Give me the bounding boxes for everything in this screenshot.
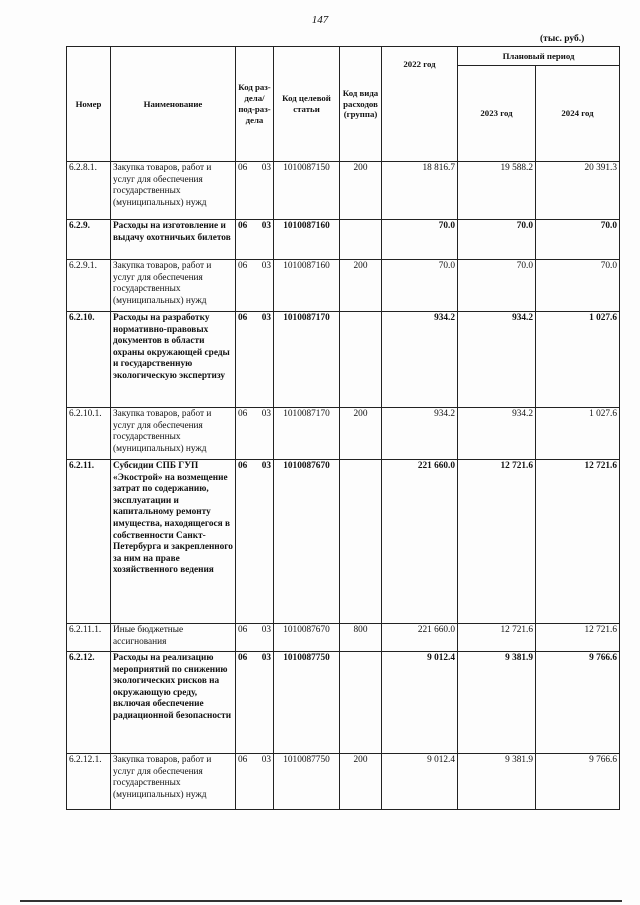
section-code: 06	[238, 409, 248, 419]
subsection-code: 03	[261, 625, 271, 635]
row-name: Субсидии СПБ ГУП «Экострой» на возмещение затрат по содержанию, эксплуатации и капитальному ремонту имущества, находящегося в собственности Санкт-Петербурга и закрепленного за ним на праве хозяйственного ведения	[111, 460, 236, 624]
row-number: 6.2.10.	[67, 312, 111, 408]
section-code: 06	[238, 653, 248, 663]
row-name: Закупка товаров, работ и услуг для обеспечения государственных (муниципальных) нужд	[111, 408, 236, 460]
table-row	[67, 312, 620, 408]
row-amount-2024: 20 391.3	[536, 162, 620, 220]
row-amount-2024: 1 027.6	[536, 408, 620, 460]
row-number: 6.2.12.1.	[67, 754, 111, 810]
row-number: 6.2.9.	[67, 220, 111, 260]
section-code: 06	[238, 313, 248, 323]
table-row	[67, 460, 620, 624]
row-amount-2024: 9 766.6	[536, 652, 620, 754]
budget-table	[66, 46, 620, 810]
row-target-code: 1010087750	[274, 652, 340, 754]
row-section-code	[236, 624, 274, 652]
row-name: Расходы на разработку нормативно-правовых документов в области охраны окружающей среды и государственную экологическую экспертизу	[111, 312, 236, 408]
row-target-code: 1010087170	[274, 408, 340, 460]
row-amount-2022: 934.2	[382, 408, 458, 460]
table-row	[67, 260, 620, 312]
row-expense-type: 800	[340, 624, 382, 652]
subsection-code: 03	[261, 261, 271, 271]
subsection-code: 03	[261, 461, 271, 471]
row-number: 6.2.11.1.	[67, 624, 111, 652]
row-section-code	[236, 260, 274, 312]
subsection-code: 03	[261, 313, 271, 323]
row-expense-type: 200	[340, 408, 382, 460]
row-expense-type: 200	[340, 260, 382, 312]
row-amount-2024: 12 721.6	[536, 624, 620, 652]
row-amount-2023: 9 381.9	[458, 754, 536, 810]
row-amount-2022: 221 660.0	[382, 624, 458, 652]
table-body	[67, 162, 620, 810]
row-expense-type	[340, 460, 382, 624]
row-target-code: 1010087750	[274, 754, 340, 810]
row-target-code: 1010087670	[274, 624, 340, 652]
row-amount-2024: 12 721.6	[536, 460, 620, 624]
subsection-code: 03	[261, 653, 271, 663]
subsection-code: 03	[261, 755, 271, 765]
row-name: Закупка товаров, работ и услуг для обеспечения государственных (муниципальных) нужд	[111, 754, 236, 810]
row-number: 6.2.9.1.	[67, 260, 111, 312]
section-code: 06	[238, 625, 248, 635]
table-row	[67, 652, 620, 754]
row-amount-2023: 9 381.9	[458, 652, 536, 754]
table-row	[67, 162, 620, 220]
row-amount-2022: 934.2	[382, 312, 458, 408]
row-section-code	[236, 408, 274, 460]
row-section-code	[236, 162, 274, 220]
row-name: Расходы на изготовление и выдачу охотничьих билетов	[111, 220, 236, 260]
header-year-2023: 2023 год	[458, 66, 536, 162]
section-code: 06	[238, 755, 248, 765]
row-target-code: 1010087150	[274, 162, 340, 220]
row-amount-2023: 70.0	[458, 260, 536, 312]
row-amount-2023: 70.0	[458, 220, 536, 260]
row-expense-type: 200	[340, 754, 382, 810]
header-year-2024: 2024 год	[536, 66, 620, 162]
row-number: 6.2.11.	[67, 460, 111, 624]
row-section-code	[236, 460, 274, 624]
table-row	[67, 220, 620, 260]
header-planned-period: Плановый период	[458, 47, 620, 66]
section-code: 06	[238, 461, 248, 471]
page-number: 147	[311, 14, 329, 26]
row-name: Иные бюджетные ассигнования	[111, 624, 236, 652]
subsection-code: 03	[261, 221, 271, 231]
row-expense-type	[340, 652, 382, 754]
row-section-code	[236, 312, 274, 408]
header-year-2022: 2022 год	[382, 47, 458, 162]
subsection-code: 03	[261, 163, 271, 173]
row-amount-2022: 70.0	[382, 220, 458, 260]
row-expense-type: 200	[340, 162, 382, 220]
row-name: Закупка товаров, работ и услуг для обеспечения государственных (муниципальных) нужд	[111, 162, 236, 220]
table-row	[67, 408, 620, 460]
row-target-code: 1010087160	[274, 260, 340, 312]
row-amount-2022: 9 012.4	[382, 754, 458, 810]
row-expense-type	[340, 220, 382, 260]
row-number: 6.2.10.1.	[67, 408, 111, 460]
row-expense-type	[340, 312, 382, 408]
table-row	[67, 754, 620, 810]
subsection-code: 03	[261, 409, 271, 419]
row-amount-2022: 18 816.7	[382, 162, 458, 220]
row-amount-2023: 19 588.2	[458, 162, 536, 220]
section-code: 06	[238, 261, 248, 271]
row-number: 6.2.8.1.	[67, 162, 111, 220]
row-amount-2023: 934.2	[458, 408, 536, 460]
row-amount-2023: 12 721.6	[458, 460, 536, 624]
row-target-code: 1010087170	[274, 312, 340, 408]
section-code: 06	[238, 221, 248, 231]
row-amount-2022: 70.0	[382, 260, 458, 312]
section-code: 06	[238, 163, 248, 173]
row-amount-2024: 9 766.6	[536, 754, 620, 810]
row-target-code: 1010087670	[274, 460, 340, 624]
row-number: 6.2.12.	[67, 652, 111, 754]
row-amount-2023: 12 721.6	[458, 624, 536, 652]
row-amount-2024: 1 027.6	[536, 312, 620, 408]
row-amount-2024: 70.0	[536, 260, 620, 312]
header-expense-type: Код вида расходов (группа)	[340, 47, 382, 162]
header-number: Номер	[67, 47, 111, 162]
row-name: Закупка товаров, работ и услуг для обеспечения государственных (муниципальных) нужд	[111, 260, 236, 312]
header-section: Код раз-дела/ под-раз-дела	[236, 47, 274, 162]
row-section-code	[236, 754, 274, 810]
row-amount-2022: 9 012.4	[382, 652, 458, 754]
row-amount-2023: 934.2	[458, 312, 536, 408]
page-bottom-rule	[20, 900, 622, 902]
unit-note: (тыс. руб.)	[540, 34, 585, 44]
row-section-code	[236, 220, 274, 260]
table-row	[67, 624, 620, 652]
row-target-code: 1010087160	[274, 220, 340, 260]
header-target: Код целевой статьи	[274, 47, 340, 162]
row-name: Расходы на реализацию мероприятий по снижению экологических рисков на окружающую среду, включая обеспечение радиационной безопасности	[111, 652, 236, 754]
row-section-code	[236, 652, 274, 754]
row-amount-2022: 221 660.0	[382, 460, 458, 624]
header-name: Наименование	[111, 47, 236, 162]
row-amount-2024: 70.0	[536, 220, 620, 260]
